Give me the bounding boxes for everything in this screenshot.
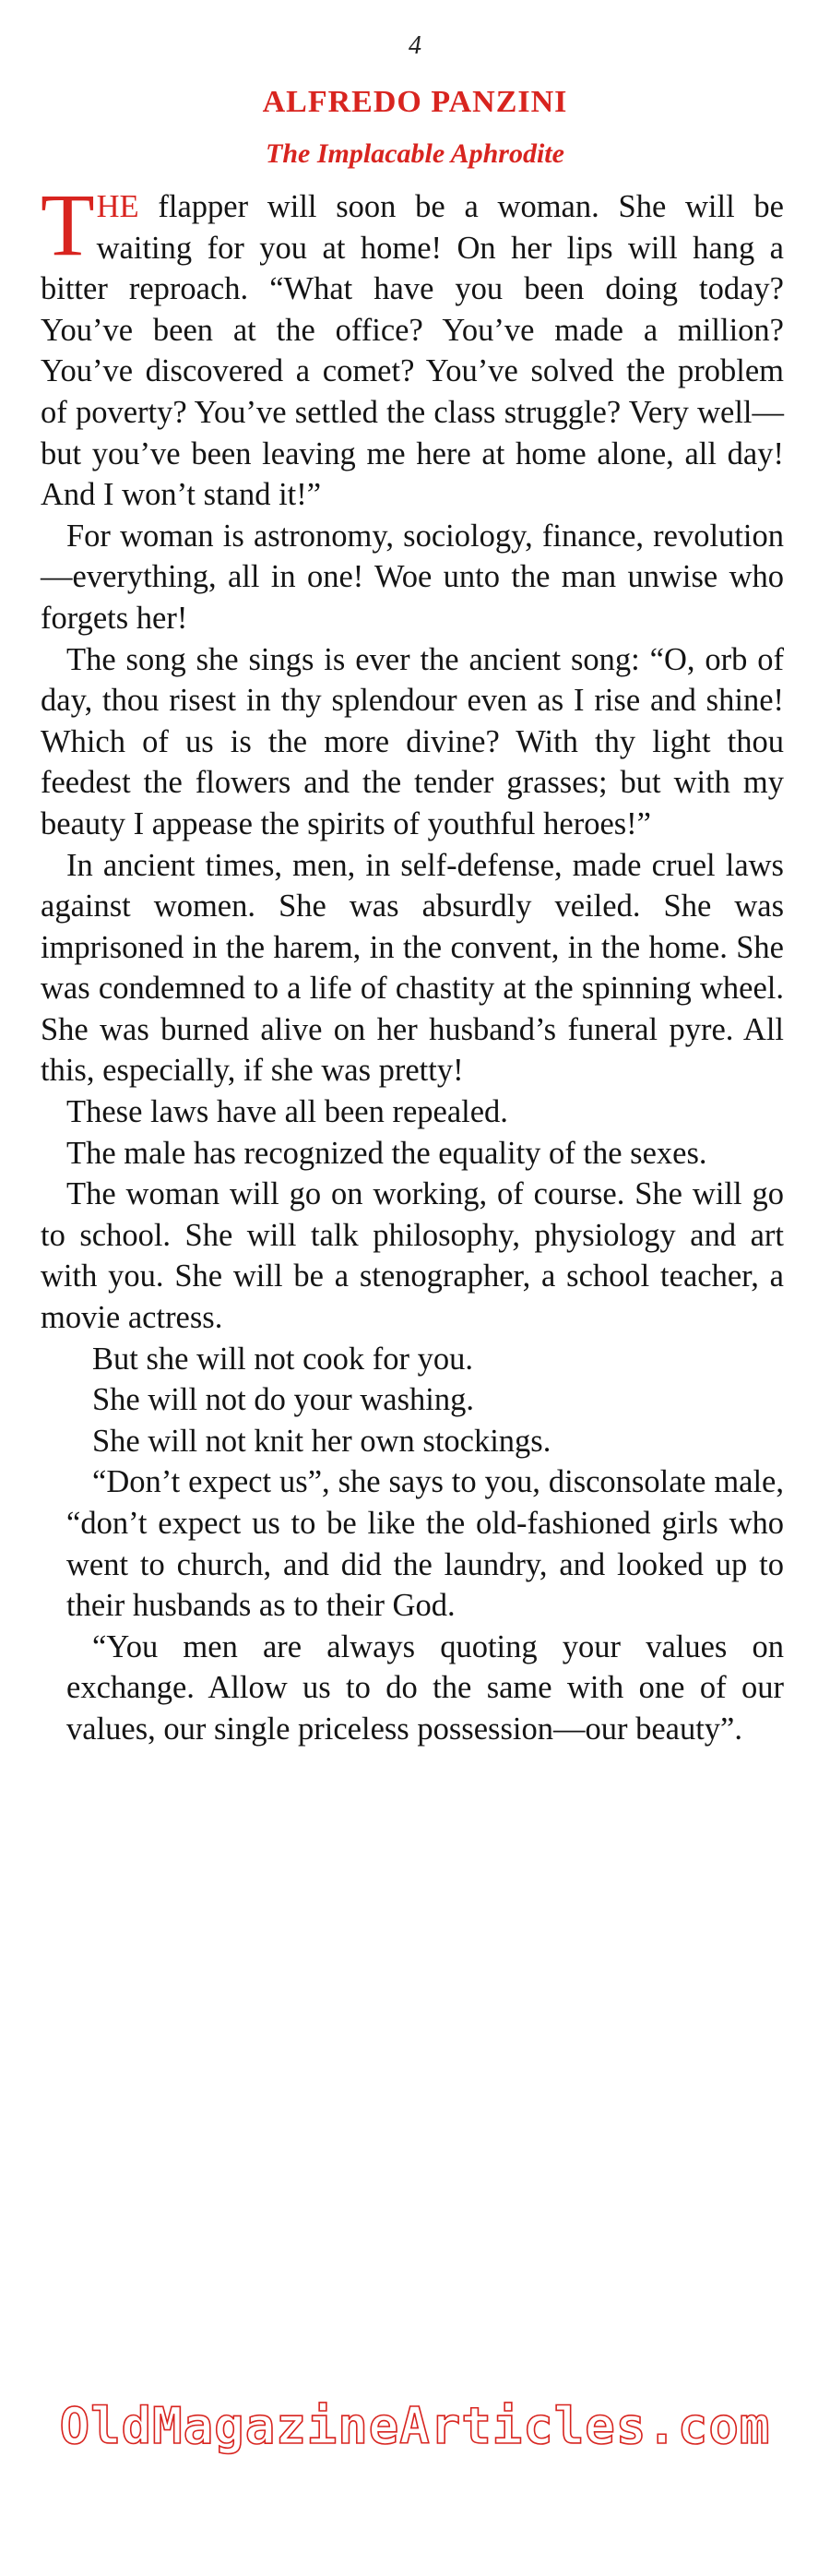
paragraph-2: For woman is astronomy, sociology, finance, revolution—everything, all in one! Woe unto the man unwise who forgets her! [41, 518, 784, 636]
paragraph-1 [41, 175, 784, 516]
paragraph-7: The woman will go on working, of course. She will go to school. She will talk philosophy, physiology and art with you. She will be a stenographer, a school teacher, a movie actress. [41, 1176, 784, 1336]
red-lead-in: HE [96, 189, 139, 224]
paragraph-9: She will not do your washing. [92, 1382, 474, 1418]
paragraph-8: But she will not cook for you. [92, 1341, 474, 1377]
article-body [41, 175, 784, 1750]
paragraph-5: These laws have all been repealed. [66, 1094, 508, 1130]
paragraph-1-text: flapper will soon be a woman. She will be waiting for you at home! On her lips will hang a bitter reproach. “What have you been doing today? You’ve been at the office? You’ve made a million? You’ve discovered a comet? You’ve solved the problem of poverty? You’ve settled the class struggle? Very well—but you’ve been leaving me here at home alone, all day! And I won’t stand it!” [41, 189, 784, 513]
site-watermark: OldMagazineArticles.com [59, 2397, 771, 2455]
article-author: ALFREDO PANZINI [262, 85, 568, 119]
paragraph-11: “Don’t expect us”, she says to you, disconsolate male, “don’t expect us to be like the old-fashioned girls who went to church, and did the laundry, and looked up to their husbands as to their God. [66, 1464, 784, 1624]
drop-cap: T [41, 175, 95, 274]
paragraph-10: She will not knit her own stockings. [92, 1423, 551, 1459]
paragraph-4: In ancient times, men, in self-defense, made cruel laws against women. She was absurdly veiled. She was imprisoned in the harem, in the convent, in the home. She was condemned to a life of chastity at the spinning wheel. She was burned alive on her husband’s funeral pyre. All this, especially, if she was pretty! [41, 847, 784, 1089]
article-subtitle: The Implacable Aphrodite [266, 138, 564, 169]
paragraph-3: The song she sings is ever the ancient song: “O, orb of day, thou risest in thy splendour even as I rise and shine! Which of us is the more divine? With thy light thou feedest the flowers and the tender grasses; but with my beauty I appease the spirits of youthful heroes!” [41, 641, 784, 841]
page-number: 4 [409, 31, 421, 60]
paragraph-6: The male has recognized the equality of the sexes. [66, 1135, 707, 1171]
paragraph-12: “You men are always quoting your values on exchange. Allow us to do the same with one of our values, our single priceless possession—our beauty”. [66, 1628, 784, 1747]
